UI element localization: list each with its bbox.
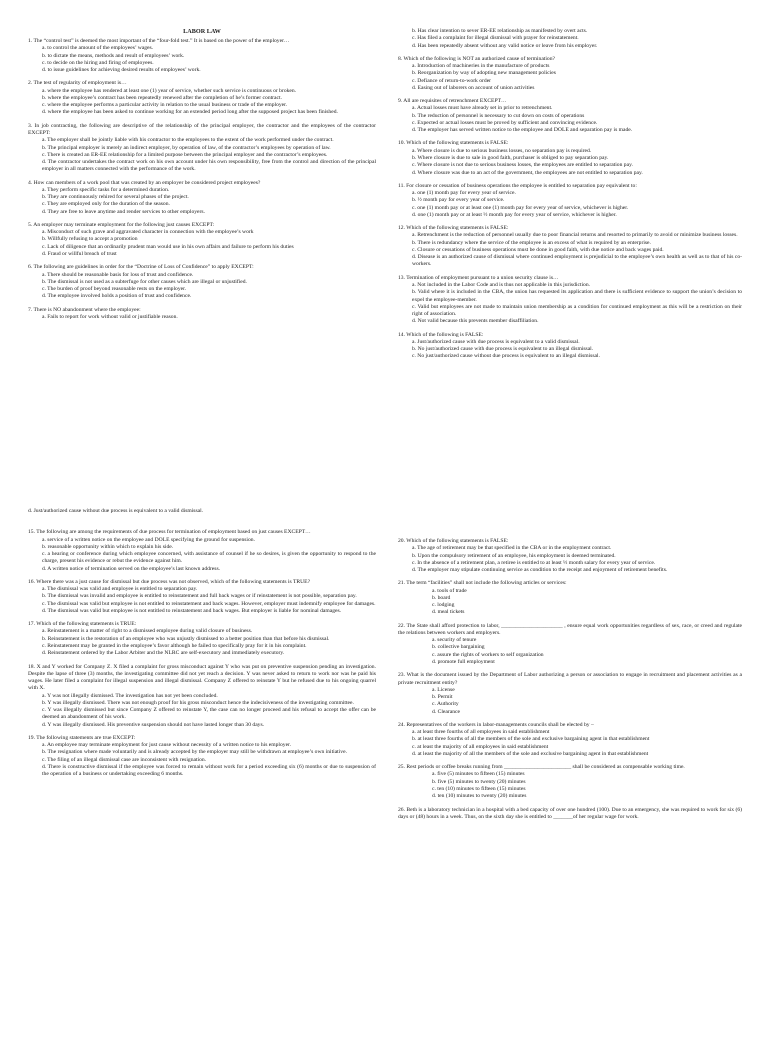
question-block [398,623,742,667]
question-list [398,28,742,361]
answer-option: d. They are free to leave anytime and render services to other employers. [42,208,205,215]
question-list [28,38,376,321]
answer-option: b. Willfully refusing to accept a promotion [42,236,138,243]
answer-option: c. The burden of proof beyond reasonable rests on the employer. [42,286,187,293]
answer-option: b. The dismissal was invalid and employee is entitled to reinstatement and full back wages or if reinstatement is not possible, separation pay. [42,593,357,600]
answer-option: c. one (1) month pay or at least one (1) month pay for every year of service, whichever is higher. [412,204,629,211]
answer-option: a. There should be reasonable basis for loss of trust and confidence. [42,271,194,278]
question-stem: 5. An employer may terminate employment for the following just causes EXCEPT: [28,221,215,228]
answer-option: b. five (5) minutes to twenty (20) minutes [432,778,526,785]
question-block [398,722,742,758]
question-stem: 17. Which of the following statements is TRUE: [28,621,137,628]
answer-option: b. The reduction of personnel is necessary to cut down on costs of operations [412,112,585,119]
answer-option: d. meal tickets [432,609,465,616]
answer-option: b. reasonable opportunity within which to explain his side. [42,543,174,550]
answer-option: b. to dictate the means, methods and result of employees’ work. [42,52,185,59]
answer-option: b. Y was illegally dismissed. There was not enough proof for his gross misconduct hence the indecisiveness of the investigating committee. [42,699,354,706]
answer-option: d. The employer may stipulate continuing service as condition to the receipt and enjoyment of retirement benefits. [412,567,668,574]
answer-option: d. Not valid because this prevents member disaffiliation. [412,318,539,325]
question-block [398,580,742,616]
answer-option: a. five (5) minutes to fifteen (15) minutes [432,771,525,778]
question-block [28,123,376,174]
question-stem: 1. The “control test” is deemed the most important of the “four-fold test.” It is based on the power of the employer… [28,38,290,45]
answer-option: a. They perform specific tasks for a determined duration. [42,186,170,193]
question-block [398,56,742,92]
question-block [398,225,742,269]
question-block [398,672,742,716]
answer-option: d. The dismissal was valid but employee is not entitled to reinstatement and back wages. But employer is liable for nominal damages. [42,607,342,614]
answer-option: c. Lack of diligence that an ordinarily prudent man would use in his own affairs and failure to perform his duties [42,243,294,250]
question-block [28,264,376,300]
question-stem: 6. The following are guidelines in order for the “Doctrine of Loss of Confidence” to apply EXCEPT: [28,264,254,271]
question-stem: 3. In job contracting, the following are descriptive of the relationship of the principal employer, the contractor and the employees of the contractor EXCEPT: [28,122,376,136]
question-stem: 15. The following are among the requirements of due process for termination of employment based on just causes EXCEPT… [28,529,311,536]
answer-option: d. promote full employment [432,658,495,665]
answer-option: b. collective bargaining [432,644,485,651]
answer-option: a. The age of retirement may be that specified in the CBA or in the employment contract. [412,545,612,552]
question-block [28,529,376,573]
question-list [28,529,376,778]
question-stem: 16. Where there was a just cause for dismissal but due process was not observed, which of the following statements is TRUE? [28,578,311,585]
column-bottom-left [28,508,376,1018]
answer-option: b. Permit [432,694,453,701]
answer-option: a. Misconduct of such grave and aggravated character in connection with the employee’s work [42,229,254,236]
answer-option: d. Reinstatement ordered by the Labor Arbiter and the NLRC are self-executory and immediately executory. [42,650,285,657]
answer-option: d. Disease is an authorized cause of dismissal where continued employment is prejudicial to the employee’s own health as well as to that of his co-workers. [412,254,742,268]
answer-option: c. Where closure is not due to serious business losses, the employees are entitled to separation pay. [412,162,633,169]
question-stem: 7. There is NO abandonment where the employee: [28,306,141,313]
question-stem: 23. What is the document issued by the Department of Labor authorizing a person or association to engage in recruitment and placement activities as a private recruitment entity? [398,672,742,686]
answer-option: c. They are employed only for the duration of the season. [42,201,170,208]
answer-option: b. There is redundancy where the service of the employee is an excess of what is required by an enterprise. [412,239,651,246]
answer-option: a. Retrenchment is the reduction of personnel usually due to poor financial returns and resorted to primarily to avoid or minimize business losses. [412,232,738,239]
question-stem: 10. Which of the following statements is FALSE: [398,140,509,147]
answer-option: b. The dismissal is not used as a subterfuge for other causes which are illegal or unjustified. [42,278,247,285]
question-block [398,98,742,134]
question-block [398,807,742,822]
answer-option: d. at least the majority of all the members of the sole and exclusive bargaining agent in that establishment [412,750,649,757]
answer-option: b. Reorganization by way of adopting new management policies [412,70,556,77]
answer-option: c. Has filed a complaint for illegal dismissal with prayer for reinstatement. [412,35,579,42]
question-block [398,140,742,176]
answer-option: b. Valid where it is included in the CBA, the union has requested its application and there is sufficient evidence to support the union’s decision to expel the employee-member. [412,289,742,303]
answer-option: c. There is created an ER-EE relationship for a limited purpose between the principal employer and the contractor’s employees. [42,151,328,158]
question-stem: 18. X and Y worked for Company Z. X filed a complaint for gross misconduct against Y who was put on preventive suspension pending an investigation. Despite the lapse of three (3) months, the investigating committee did not yet reach a decision. Y was never asked to return to work nor was he paid his wages. He later filed a complaint for illegal suspension and illegal dismissal. Company Z offered to reinstate Y but he refused due to his ongoing quarrel with X. [28,663,376,692]
answer-option: b. at least three fourths of all the members of the sole and exclusive bargaining agent in that establishment [412,736,650,743]
question-block [28,579,376,615]
answer-option: c. to decide on the hiring and firing of employees. [42,59,154,66]
question-block [28,621,376,657]
question-block [398,275,742,326]
answer-option: a. where the employee has rendered at least one (1) year of service, whether such service is continuous or broken. [42,87,297,94]
question-block [28,307,376,322]
answer-option: d. Where closure was due to an act of the government, the employees are not entitled to separation pay. [412,169,643,176]
answer-option: d. There is constructive dismissal if the employee was forced to remain without work for a period exceeding six (6) months or due to suspension of the operation of a business or undertaking exceeding 6 months. [42,763,376,778]
question-block [398,332,742,361]
answer-option: a. Fails to report for work without valid or justifiable reason. [42,313,178,320]
answer-option: a. security of tenure [432,637,477,644]
answer-option: a. service of a written notice on the employee and DOLE specifying the ground for suspension. [42,536,255,543]
answer-option: d. Y was illegally dismissed. His preventive suspension should not have lasted longer than 30 days. [42,721,265,728]
answer-option: c. Expected or actual losses must be proved by sufficient and convincing evidence. [412,119,598,126]
answer-option: d. The employee involved holds a position of trust and confidence. [42,293,192,300]
answer-option: d. ten (10) minutes to twenty (20) minutes [432,793,527,800]
question-stem: 20. Which of the following statements is FALSE: [398,538,509,544]
question-stem: 14. Which of the following is FALSE: [398,331,484,338]
answer-option: c. lodging [432,602,455,609]
answer-option: d. Clearance [432,708,460,715]
answer-option: b. They are continuously rehired for several phases of the project. [42,194,189,201]
answer-option: a. An employee may terminate employment for just cause without necessity of a written notice to his employer. [42,742,292,749]
column-bottom-right [398,538,742,1048]
answer-option: a. The employer shall be jointly liable with his contractor to the employees to the extent of the work performed under the contract. [42,137,334,144]
answer-option: a. Not included in the Labor Code and is thus not applicable in this jurisdiction. [412,281,591,288]
question-stem: 12. Which of the following statements is FALSE: [398,225,509,232]
answer-option: a. The dismissal was valid and employee is entitled to separation pay. [42,586,198,593]
answer-option: c. Defiance of return-to-work order [412,77,492,84]
answer-option: a. tools of trade [432,587,467,594]
answer-option: b. Reinstatement is the restoration of an employee who was unjustly dismissed to a better position than that before his dismissal. [42,635,330,642]
question-block [28,735,376,779]
question-stem: 25. Rest periods or coffee breaks running from ________________________ shall be considered as compensable working time. [398,764,685,771]
answer-option: a. Actual losses must have already set in prior to retrenchment. [412,105,553,112]
answer-option: b. where the employee’s contract has been repeatedly renewed after the completion of he’s former contract. [42,94,282,101]
answer-option: a. Reinstatement is a matter of right to a dismissed employee during valid closure of business. [42,628,253,635]
answer-option: b. The principal employer is merely an indirect employer, by operation of law, of the contractor’s employees by operation of law. [42,144,331,151]
answer-option: c. Authority [432,701,459,708]
answer-option: c. a hearing or conference during which employee concerned, with assistance of counsel if he so desires, is given the opportunity to respond to the charge, present his evidence or rebut the evidence against him. [42,551,376,565]
answer-option: a. at least three fourths of all employees in said establishment [412,729,550,736]
answer-option: b. The resignation where made voluntarily and is already accepted by the employer may still be withdrawn at employee’s own initiative. [42,749,347,756]
answer-option: c. The filing of an illegal dismissal case are inconsistent with resignation. [42,756,207,763]
answer-option: a. Introduction of machineries in the manufacture of products [412,63,550,70]
answer-option: c. assure the rights of workers to self organization [432,651,544,658]
answer-option: b. board [432,594,451,601]
answer-option: b. ½ month pay for every year of service. [412,197,505,204]
question-block [398,183,742,219]
answer-option: c. Y was illegally dismissed but since Company Z offered to reinstate Y, the case can no longer proceed and his refusal to accept the offer can be deemed an abandonment of his work. [42,707,376,721]
question-stem: 21. The term “facilities” shall not include the following articles or services: [398,580,567,587]
question-stem: 8. Which of the following is NOT an authorized cause of termination? [398,55,555,62]
answer-option: d. one (1) month pay or at least ½ month pay for every year of service, whichever is higher. [412,211,617,218]
question-block [398,28,742,50]
answer-option: c. at least the majority of all employees in said establishment [412,743,549,750]
question-stem: 2. The test of regularity of employment is… [28,80,127,87]
question-stem: 11. For closure or cessation of business operations the employee is entitled to separation pay equivalent to: [398,182,637,189]
column-top-left [28,28,376,508]
question-stem: 26. Beth is a laboratory technician in a hospital with a bed capacity of over one hundred (100). Due to an emergency, she was required to work for six (6) days or (48) hours in a week. Thus, on the sixth day she is entitled to _______of her regular wage for work. [398,806,742,820]
question-stem: 19. The following statements are true EXCEPT: [28,734,136,741]
answer-option: c. Valid but employees are not made to maintain union membership as a condition for continued employment as this will be a restriction on their right of association. [412,303,742,318]
question-stem: 24. Representatives of the workers in labor-managements councils shall be elected by – [398,721,594,728]
answer-option: a. to control the amount of the employees’ wages. [42,45,154,52]
answer-option: a. Y was not illegally dismissed. The investigation has not yet been concluded. [42,692,218,699]
answer-option: d. The employer has served written notice to the employee and DOLE and separation pay is made. [412,127,633,134]
answer-option: c. No just/authorized cause without due process is equivalent to an illegal dismissal. [412,353,600,360]
answer-option: b. Upon the compulsory retirement of an employee, his employment is deemed terminated. [412,552,616,559]
question-block [398,538,742,574]
question-block [28,80,376,116]
answer-option: d. Has been repeatedly absent without any valid notice or leave from his employer. [412,42,598,49]
question-stem: 9. All are requisites of retrenchment EXCEPT… [398,98,507,105]
answer-option: b. No just/authorized cause with due process is equivalent to an illegal dismissal. [412,346,594,353]
answer-option: d. A written notice of termination served on the employee’s last known address. [42,565,221,572]
question-list [398,538,742,821]
question-block [28,180,376,216]
answer-option: c. where the employee performs a particular activity in relation to the usual business or trade of the employer. [42,102,288,109]
column-top-right [398,28,742,508]
answer-option: d. The contractor undertakes the contract work on his own account under his own responsibility, free from the control and direction of the principal employer in all matters connected with the performance of the work. [42,159,376,173]
answer-option: a. Just/authorized cause with due process is equivalent to a valid dismissal. [412,338,580,345]
answer-option: b. Has clear intention to sever ER-EE relationship as manifested by overt acts. [412,28,588,34]
answer-option: c. Closure or cessations of business operations must be done in good faith, with due notice and back wages paid. [412,246,664,253]
question-stem: 4. How can members of a work pool that was created by an employer be considered project employees? [28,179,261,186]
answer-option: d. to issue guidelines for achieving desired results of employees’ work. [42,67,201,74]
answer-option: c. Reinstatement may be granted in the employee’s favor although he failed to specifically pray for it in his complaint. [42,642,307,649]
question-block [28,664,376,729]
answer-option: b. Where closure is due to sale in good faith, purchaser is obliged to pay separation pay. [412,154,609,161]
carried-option: d. Just/authorized cause without due process is equivalent to a valid dismissal. [28,508,204,514]
answer-option: d. where the employee has been asked to continue working for an extended period long after the supposed project has been finished. [42,109,338,116]
question-block [28,38,376,74]
question-stem: 22. The State shall afford protection to labor, ______________________ , ensure equal work opportunities regardless of sex, race, or creed and regulate the relations between workers and employers. [398,622,742,636]
answer-option: a. License [432,686,455,693]
answer-option: a. Where closure is due to serious business losses, no separation pay is required. [412,147,592,154]
question-stem: 13. Termination of employment pursuant to a union security clause is… [398,274,559,281]
answer-option: d. Easing out of laborers on account of union activities [412,84,535,91]
question-block [28,222,376,258]
answer-option: c. In the absence of a retirement plan, a retiree is entitled to at least ½ month salary for every year of service. [412,559,656,566]
answer-option: c. ten (10) minutes to fifteen (15) minutes [432,785,526,792]
answer-option: d. Fraud or willful breach of trust [42,250,117,257]
answer-option: c. The dismissal was valid but employee is not entitled to reinstatement and back wages. However, employer must indemnify employee for damages. [42,600,376,607]
document-title: LABOR LAW [183,28,221,35]
answer-option: a. one (1) month pay for every year of service. [412,190,516,197]
question-block [398,764,742,800]
